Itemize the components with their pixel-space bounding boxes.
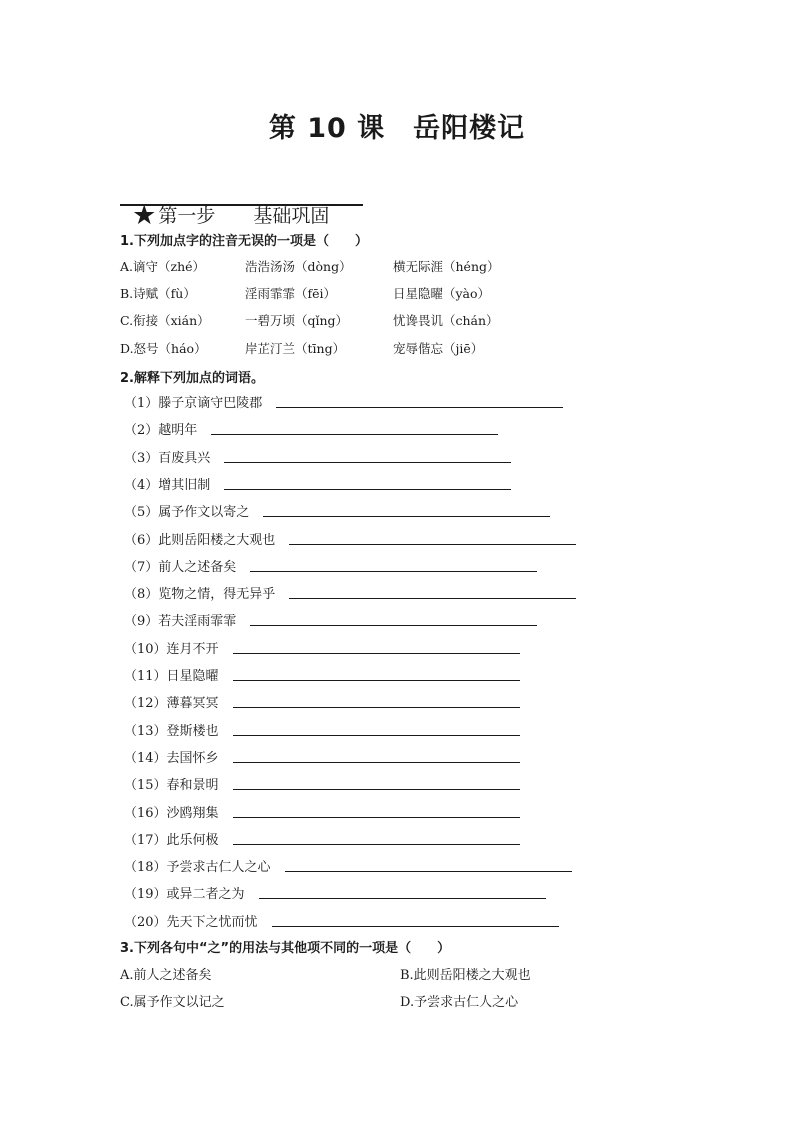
- page-title: 第 10 课 岳阳楼记: [268, 113, 526, 144]
- answer-blank[interactable]: [224, 462, 511, 463]
- answer-blank[interactable]: [259, 898, 546, 899]
- answer-blank[interactable]: [250, 625, 537, 626]
- option-text: C.属予作文以记之: [120, 995, 225, 1010]
- option-text: A.前人之述备矣: [120, 968, 212, 983]
- option-text: B.诗赋（fù）: [120, 286, 196, 301]
- answer-blank[interactable]: [211, 434, 498, 435]
- item-text: （14）去国怀乡: [124, 750, 219, 766]
- option-text: 日星隐曜（yào）: [393, 286, 491, 301]
- item-text: （19）或异二者之为: [124, 887, 245, 903]
- list-item: [124, 501, 249, 521]
- option-text: B.此则岳阳楼之大观也: [400, 968, 531, 983]
- section-heading: [120, 176, 363, 231]
- item-text: （2）越明年: [124, 423, 198, 439]
- item-text: （9）若夫淫雨霏霏: [124, 614, 237, 630]
- list-item: [124, 638, 219, 658]
- option-text: 浩浩汤汤（dòng）: [245, 259, 352, 274]
- option-text: 宠辱偕忘（jiē）: [393, 341, 484, 356]
- list-item: [124, 474, 210, 494]
- item-text: （10）连月不开: [124, 641, 219, 657]
- item-text: （6）此则岳阳楼之大观也: [124, 532, 276, 548]
- list-item: [124, 692, 219, 712]
- list-item: [124, 447, 210, 467]
- answer-blank[interactable]: [233, 707, 520, 708]
- question-1-title: 1.下列加点字的注音无误的一项是（ ）: [120, 234, 368, 249]
- answer-blank[interactable]: [263, 516, 550, 517]
- answer-blank[interactable]: [250, 571, 537, 572]
- option-text: D.怒号（háo）: [120, 341, 207, 356]
- item-text: （20）先天下之忧而忧: [124, 914, 258, 930]
- answer-blank[interactable]: [276, 407, 563, 408]
- item-text: （17）此乐何极: [124, 832, 219, 848]
- item-text: （12）薄暮冥冥: [124, 696, 219, 712]
- item-text: （3）百废具兴: [124, 450, 211, 466]
- answer-blank[interactable]: [224, 489, 511, 490]
- list-item: [124, 610, 236, 630]
- answer-blank[interactable]: [233, 653, 520, 654]
- list-item: [124, 419, 197, 439]
- list-item: [124, 911, 258, 931]
- item-text: （15）春和景明: [124, 778, 219, 794]
- answer-blank[interactable]: [285, 871, 572, 872]
- item-text: （18）予尝求古仁人之心: [124, 860, 271, 876]
- list-item: [124, 556, 236, 576]
- option-text: 淫雨霏霏（fēi）: [245, 286, 337, 301]
- option-text: C.衔接（xián）: [120, 313, 210, 328]
- answer-blank[interactable]: [233, 817, 520, 818]
- item-text: （8）览物之情，得无异乎: [124, 587, 276, 603]
- answer-blank[interactable]: [233, 735, 520, 736]
- answer-blank[interactable]: [233, 762, 520, 763]
- answer-blank[interactable]: [233, 680, 520, 681]
- list-item: [124, 774, 219, 794]
- answer-blank[interactable]: [289, 598, 576, 599]
- item-text: （4）增其旧制: [124, 477, 211, 493]
- answer-blank[interactable]: [233, 844, 520, 845]
- option-text: A.谪守（zhé）: [120, 259, 206, 274]
- list-item: [124, 802, 219, 822]
- list-item: [124, 665, 219, 685]
- question-3-title: 3.下列各句中“之”的用法与其他项不同的一项是（ ）: [120, 941, 451, 956]
- item-text: （1）滕子京谪守巴陵郡: [124, 396, 263, 411]
- list-item: [124, 883, 245, 903]
- question-2-title: 2.解释下列加点的词语。: [120, 371, 264, 386]
- item-text: （11）日星隐曜: [124, 669, 219, 684]
- option-text: 一碧万顷（qǐng）: [245, 313, 349, 328]
- item-text: （7）前人之述备矣: [124, 559, 237, 575]
- list-item: [124, 583, 275, 603]
- section-heading-text: 第一步 基础巩固: [158, 205, 330, 227]
- answer-blank[interactable]: [289, 544, 576, 545]
- list-item: [124, 720, 219, 740]
- option-text: D.予尝求古仁人之心: [400, 995, 519, 1010]
- answer-blank[interactable]: [272, 926, 559, 927]
- list-item: [124, 529, 275, 549]
- answer-blank[interactable]: [233, 789, 520, 790]
- list-item: [124, 747, 219, 767]
- list-item: [124, 856, 271, 876]
- option-text: 忧谗畏讥（chán）: [393, 313, 499, 328]
- item-text: （16）沙鸥翔集: [124, 805, 219, 821]
- list-item: [124, 392, 262, 412]
- star-icon: ★: [132, 200, 157, 231]
- list-item: [124, 829, 219, 849]
- option-text: 横无际涯（héng）: [393, 259, 500, 274]
- item-text: （5）属予作文以寄之: [124, 505, 250, 521]
- item-text: （13）登斯楼也: [124, 723, 219, 739]
- option-text: 岸芷汀兰（tīng）: [245, 341, 346, 356]
